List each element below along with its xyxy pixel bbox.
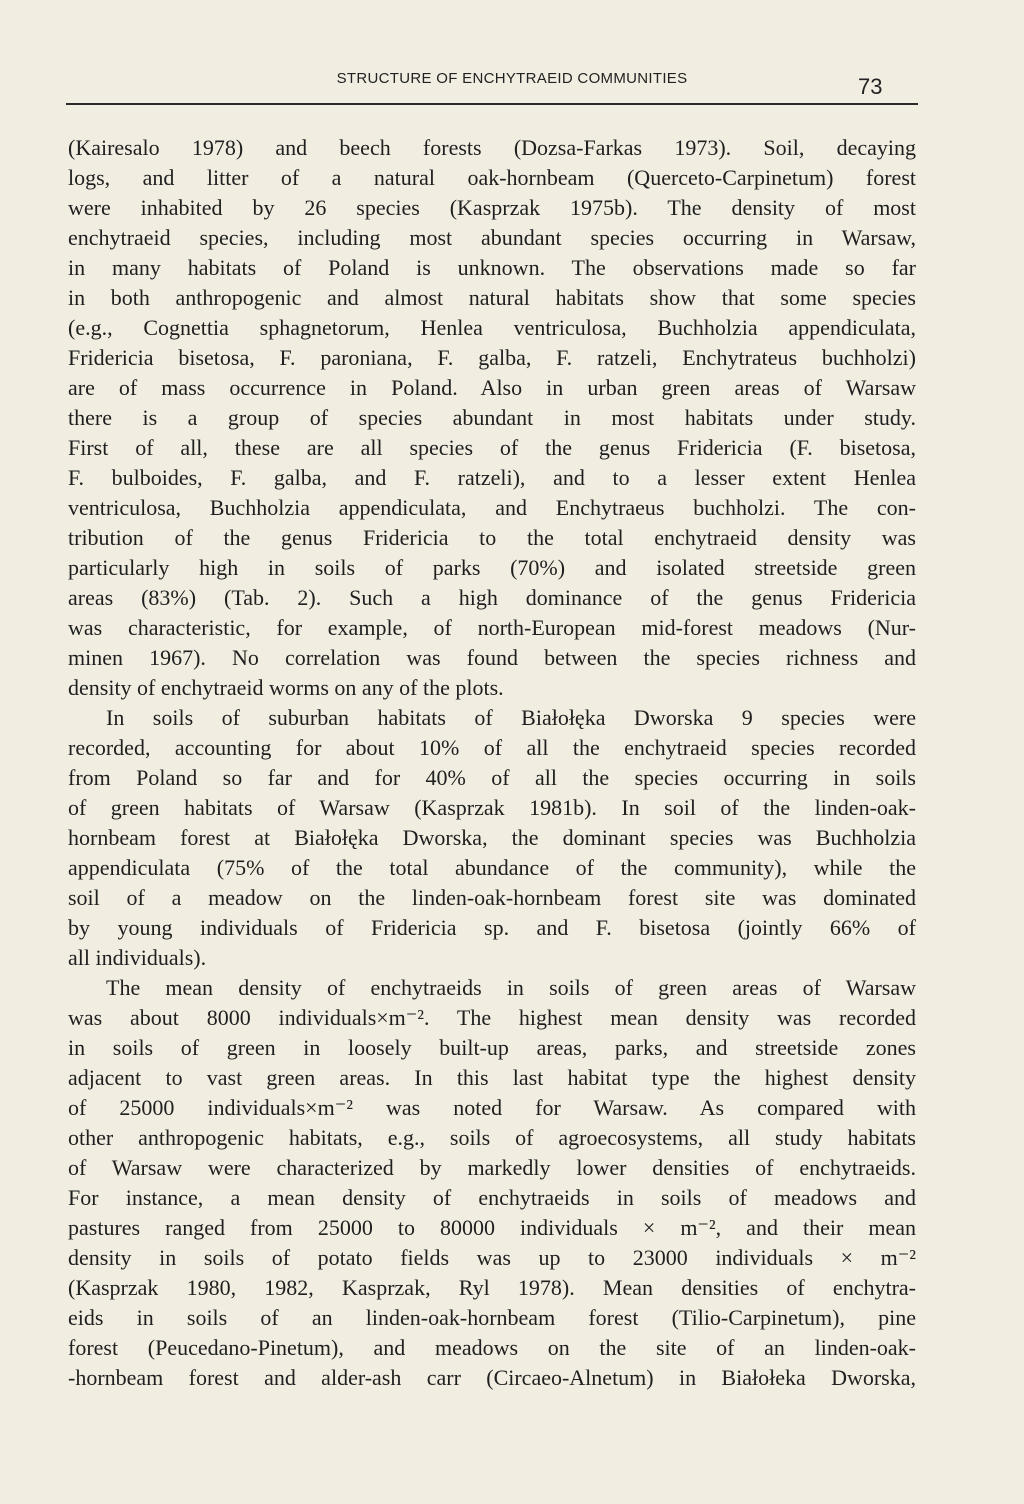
text-line: all individuals). [68,945,207,970]
text-line: hornbeam forest at Białołęka Dworska, the dominant species was Buchholzia [68,825,916,850]
text-line: (Kasprzak 1980, 1982, Kasprzak, Ryl 1978). Mean densities of enchytra- [68,1275,916,1300]
text-line: were inhabited by 26 species (Kasprzak 1975b). The density of most [68,195,916,220]
text-line: density in soils of potato fields was up to 23000 individuals × m⁻² [68,1245,916,1270]
text-line: ventriculosa, Buchholzia appendiculata, and Enchytraeus buchholzi. The con- [68,495,916,520]
text-line: particularly high in soils of parks (70%) and isolated streetside green [68,555,916,580]
text-line: are of mass occurrence in Poland. Also in urban green areas of Warsaw [68,375,916,400]
text-line: (Kairesalo 1978) and beech forests (Dozsa-Farkas 1973). Soil, decaying [68,135,916,160]
text-line: soil of a meadow on the linden-oak-hornbeam forest site was dominated [68,885,916,910]
text-line: by young individuals of Fridericia sp. and F. bisetosa (jointly 66% of [68,915,916,940]
text-line: Fridericia bisetosa, F. paroniana, F. galba, F. ratzeli, Enchytrateus buchholzi) [68,345,916,370]
text-line: from Poland so far and for 40% of all the species occurring in soils [68,765,916,790]
running-title: STRUCTURE OF ENCHYTRAEID COMMUNITIES [336,70,688,87]
text-line: other anthropogenic habitats, e.g., soils of agroecosystems, all study habitats [68,1125,916,1150]
text-line: in many habitats of Poland is unknown. The observations made so far [68,255,916,280]
text-line: minen 1967). No correlation was found between the species richness and [68,645,916,670]
text-line: pastures ranged from 25000 to 80000 individuals × m⁻², and their mean [68,1215,916,1240]
text-line: was characteristic, for example, of north-European mid-forest meadows (Nur- [68,615,916,640]
text-line: The mean density of enchytraeids in soils of green areas of Warsaw [106,975,916,1000]
page-number: 73 [858,74,883,99]
text-line: was about 8000 individuals×m⁻². The highest mean density was recorded [68,1005,916,1030]
text-line: areas (83%) (Tab. 2). Such a high dominance of the genus Fridericia [68,585,916,610]
text-line: density of enchytraeid worms on any of the plots. [68,675,504,700]
header-rule [66,103,918,105]
text-line: recorded, accounting for about 10% of all the enchytraeid species recorded [68,735,916,760]
text-line: In soils of suburban habitats of Białołęka Dworska 9 species were [106,705,916,730]
text-line: enchytraeid species, including most abundant species occurring in Warsaw, [68,225,916,250]
text-line: F. bulboides, F. galba, and F. ratzeli), and to a lesser extent Henlea [68,465,916,490]
text-line: of 25000 individuals×m⁻² was noted for Warsaw. As compared with [68,1095,916,1120]
text-line: (e.g., Cognettia sphagnetorum, Henlea ventriculosa, Buchholzia appendiculata, [68,315,916,340]
text-line: forest (Peucedano-Pinetum), and meadows on the site of an linden-oak- [68,1335,916,1360]
text-line: -hornbeam forest and alder-ash carr (Circaeo-Alnetum) in Białołeka Dworska, [68,1365,916,1390]
text-line: For instance, a mean density of enchytraeids in soils of meadows and [68,1185,916,1210]
text-line: tribution of the genus Fridericia to the total enchytraeid density was [68,525,916,550]
text-line: adjacent to vast green areas. In this last habitat type the highest density [68,1065,916,1090]
text-line: eids in soils of an linden-oak-hornbeam forest (Tilio-Carpinetum), pine [68,1305,916,1330]
text-line: there is a group of species abundant in most habitats under study. [68,405,916,430]
text-line: First of all, these are all species of the genus Fridericia (F. bisetosa, [68,435,916,460]
text-line: appendiculata (75% of the total abundance of the community), while the [68,855,916,880]
text-line: in soils of green in loosely built-up areas, parks, and streetside zones [68,1035,916,1060]
text-line: of Warsaw were characterized by markedly lower densities of enchytraeids. [68,1155,916,1180]
text-line: of green habitats of Warsaw (Kasprzak 1981b). In soil of the linden-oak- [68,795,916,820]
text-line: logs, and litter of a natural oak-hornbeam (Querceto-Carpinetum) forest [68,165,916,190]
text-line: in both anthropogenic and almost natural habitats show that some species [68,285,916,310]
